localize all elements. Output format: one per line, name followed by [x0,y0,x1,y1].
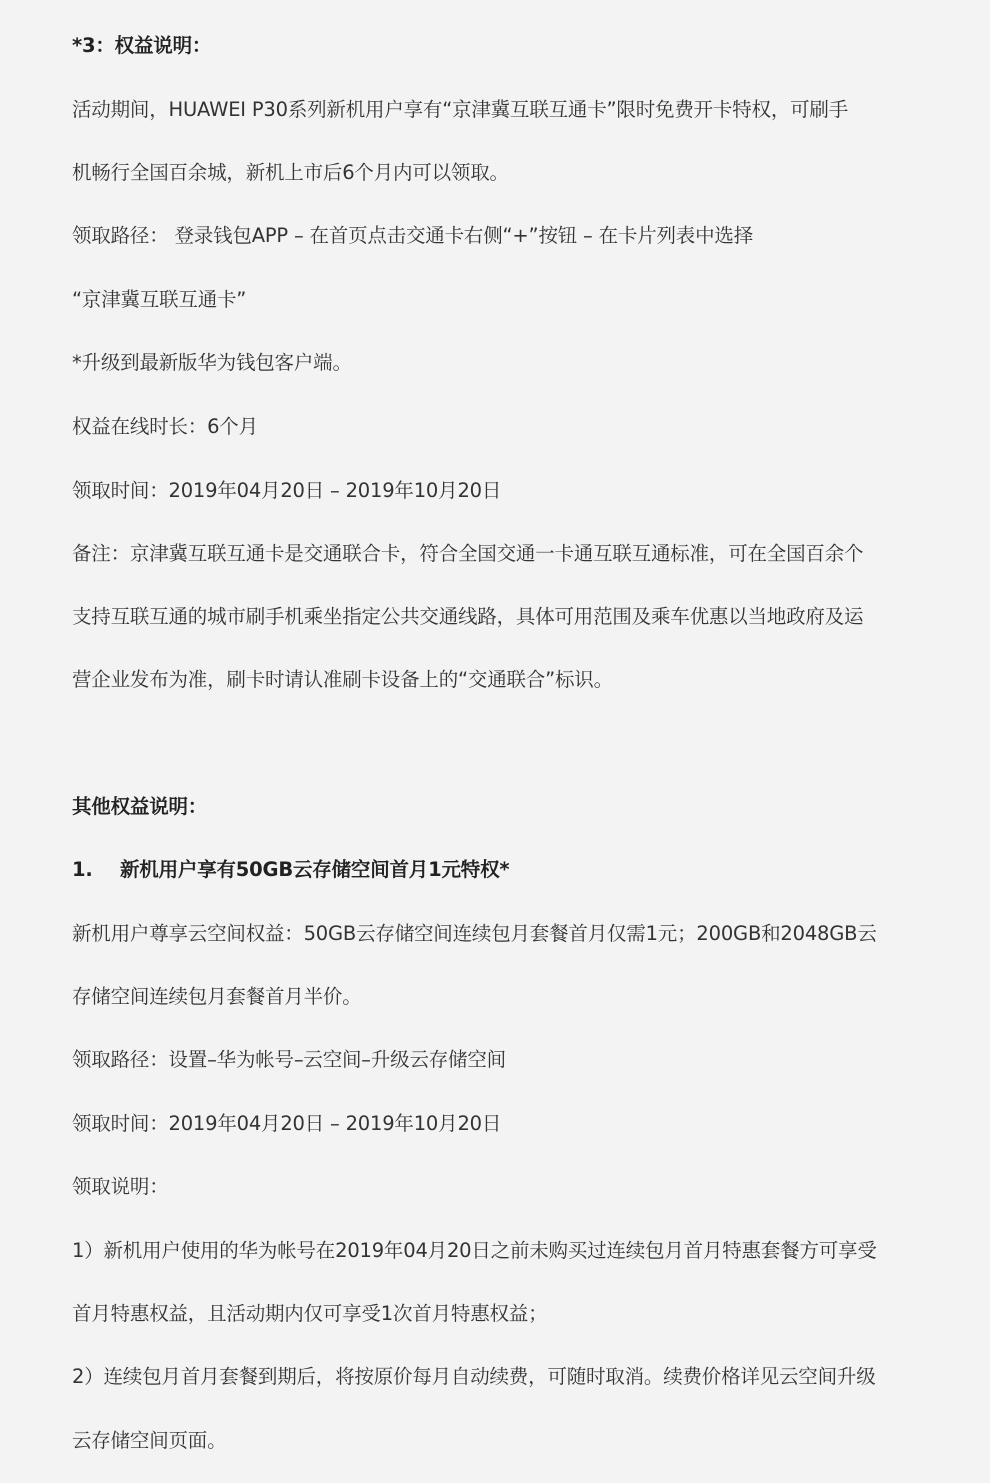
item1-rule2-line-2: 云存储空间页面。 [72,1429,227,1452]
item1-description-line-2: 存储空间连续包月套餐首月半价。 [72,985,362,1008]
other-benefits-heading: 其他权益说明： [72,795,208,818]
section3-upgrade-note: *升级到最新版华为钱包客户端。 [72,351,352,374]
item1-rule1-line-1: 1）新机用户使用的华为帐号在2019年04月20日之前未购买过连续包月首月特惠套餐方可享受 [72,1239,877,1262]
item1-instructions-label: 领取说明： [72,1175,169,1198]
section3-duration: 权益在线时长：6个月 [72,415,258,438]
item1-title: 新机用户享有50GB云存储空间首月1元特权* [120,858,510,881]
section3-path-line-1: 领取路径： 登录钱包APP – 在首页点击交通卡右侧“+”按钮 – 在卡片列表中选择 [72,224,753,247]
section3-remarks-line-3: 营企业发布为准，刷卡时请认准刷卡设备上的“交通联合”标识。 [72,668,613,691]
section3-remarks-line-2: 支持互联互通的城市刷手机乘坐指定公共交通线路，具体可用范围及乘车优惠以当地政府及运 [72,605,864,628]
section3-heading: *3：权益说明： [72,34,212,57]
section3-paragraph-line-2: 机畅行全国百余城，新机上市后6个月内可以领取。 [72,161,509,184]
item1-number: 1. [72,858,93,881]
item1-path: 领取路径：设置–华为帐号–云空间–升级云存储空间 [72,1048,506,1071]
section3-claim-time: 领取时间：2019年04月20日 – 2019年10月20日 [72,479,502,502]
section3-path-line-2: “京津冀互联互通卡” [72,288,247,311]
item1-rule2-line-1: 2）连续包月首月套餐到期后，将按原价每月自动续费，可随时取消。续费价格详见云空间升级 [72,1365,876,1388]
section3-paragraph-line-1: 活动期间，HUAWEI P30系列新机用户享有“京津冀互联互通卡”限时免费开卡特权，可刷手 [72,98,849,121]
item1-title-row [72,856,509,884]
section3-remarks-line-1: 备注：京津冀互联互通卡是交通联合卡，符合全国交通一卡通互联互通标准，可在全国百余个 [72,542,864,565]
item1-description-line-1: 新机用户尊享云空间权益：50GB云存储空间连续包月套餐首月仅需1元；200GB和2048GB云 [72,922,877,945]
item1-claim-time: 领取时间：2019年04月20日 – 2019年10月20日 [72,1112,502,1135]
item1-rule1-line-2: 首月特惠权益，且活动期内仅可享受1次首月特惠权益； [72,1302,548,1325]
